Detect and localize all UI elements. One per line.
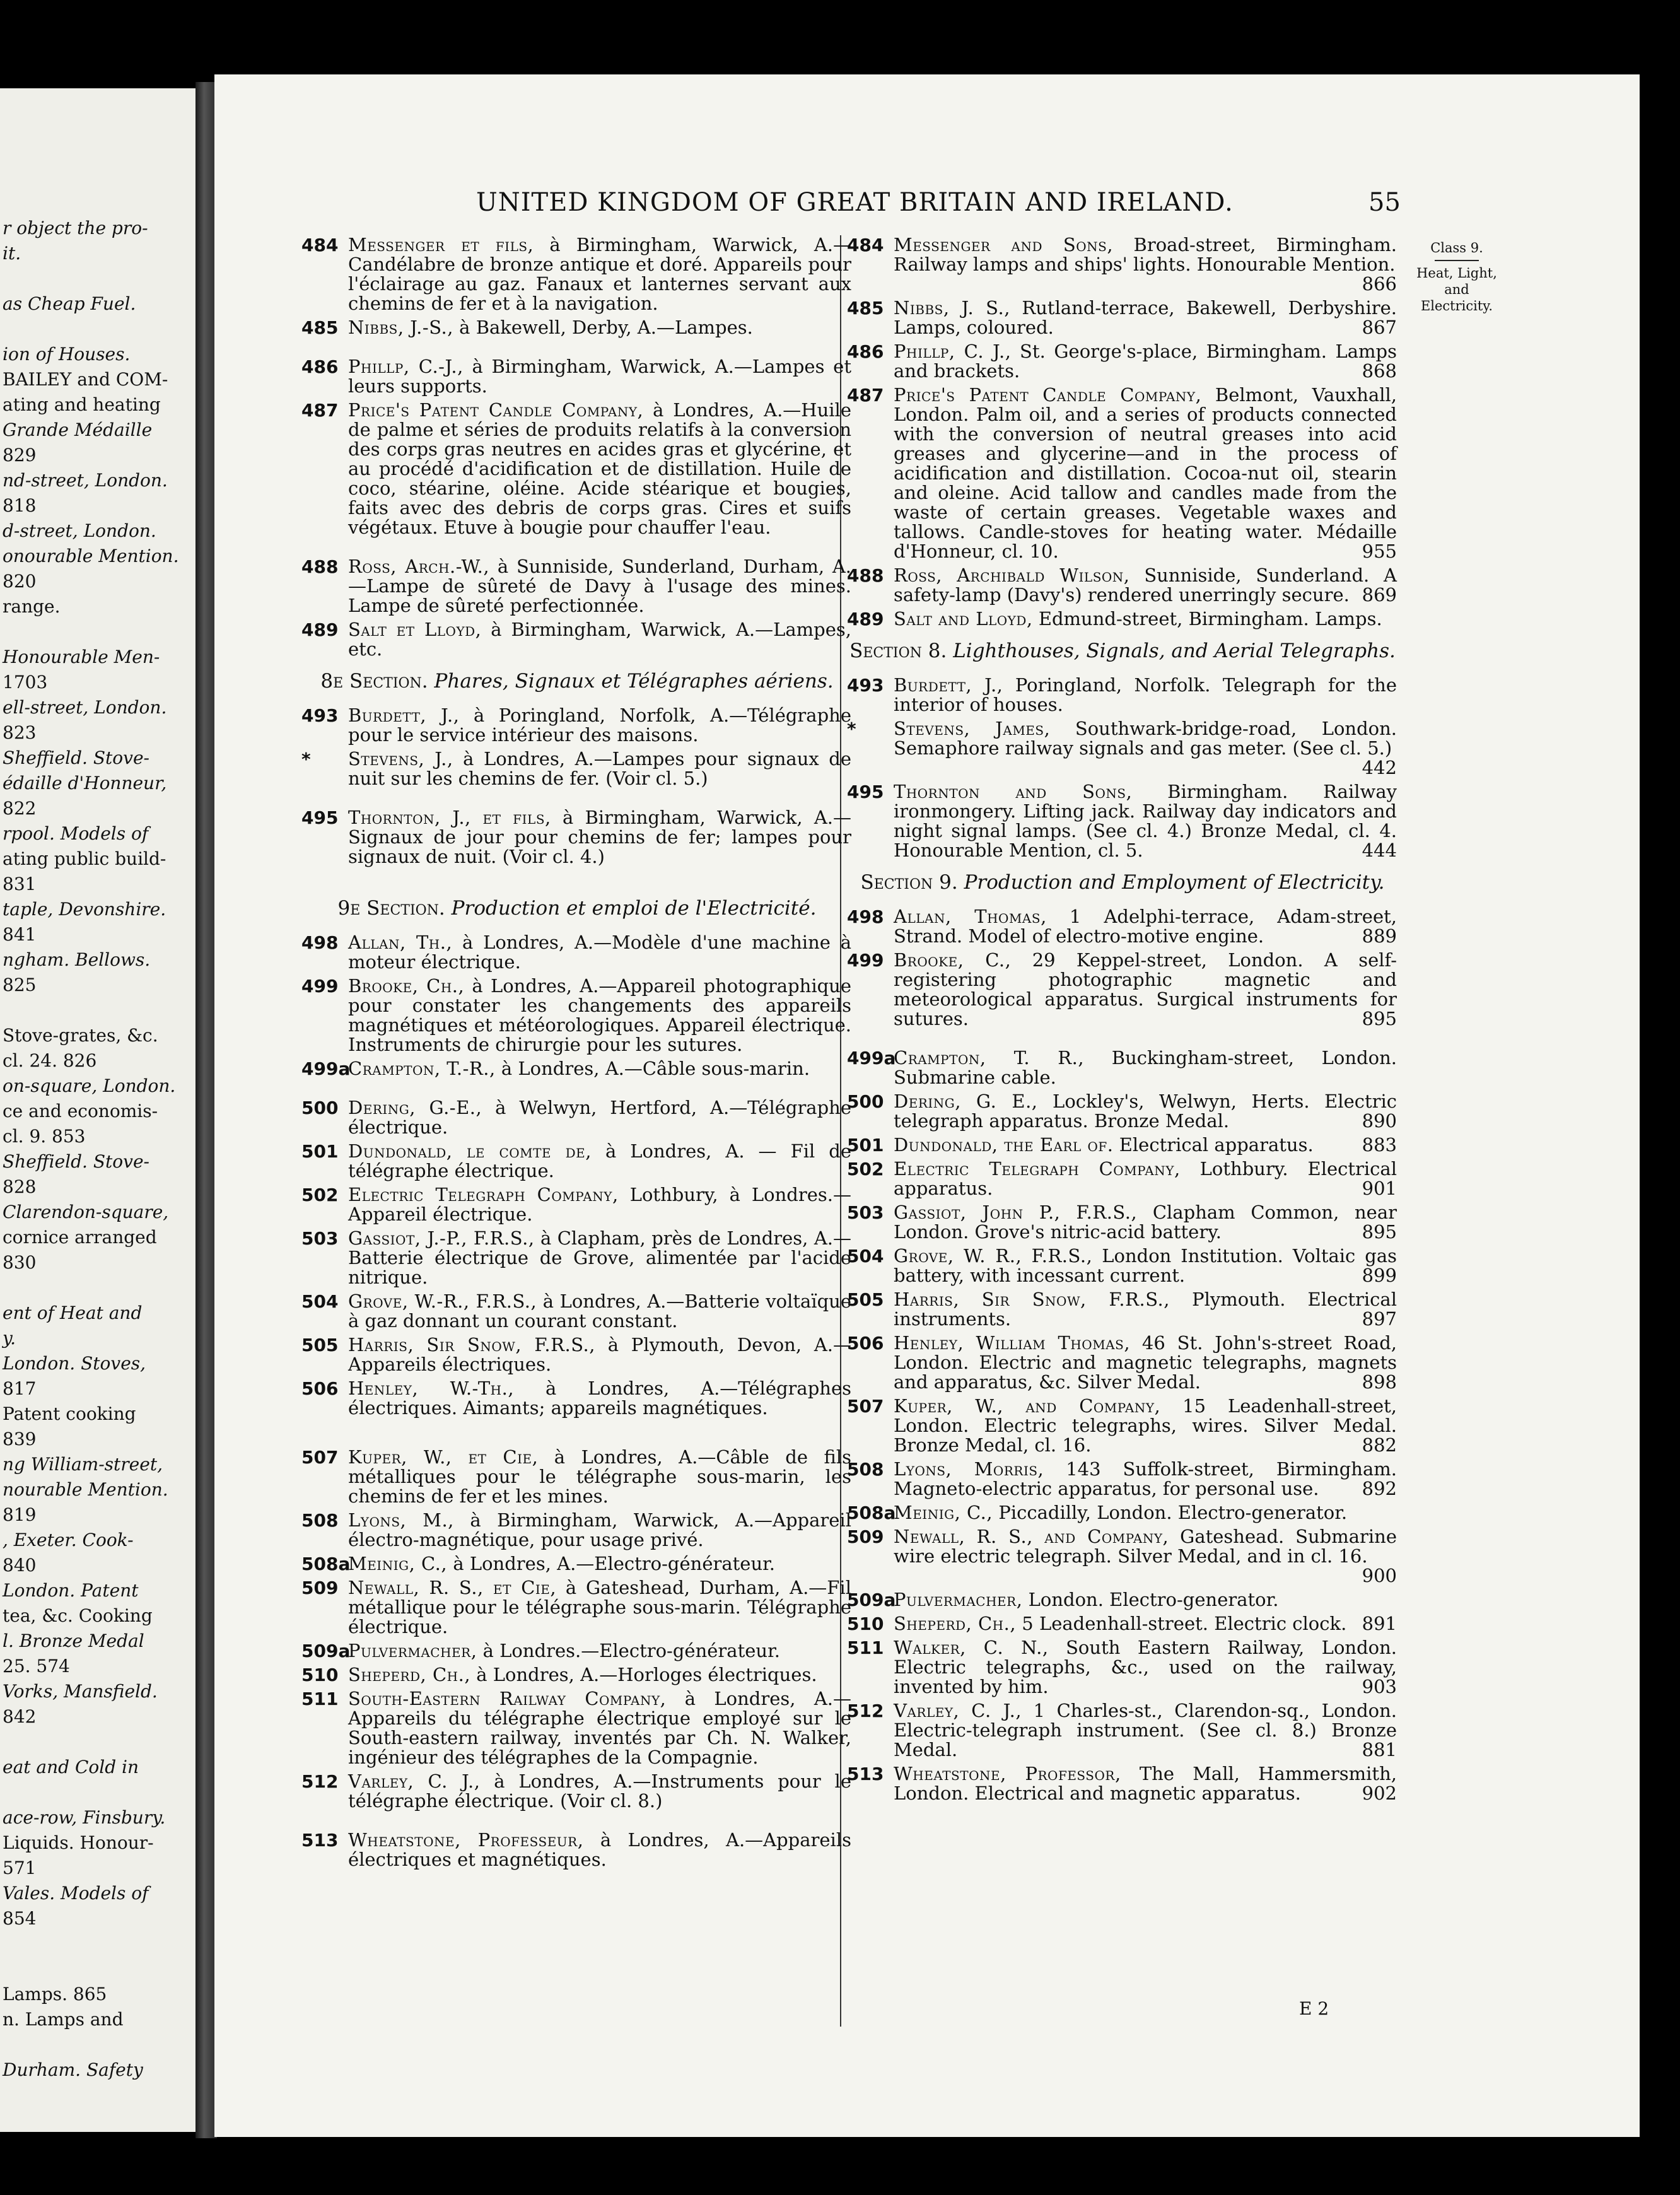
left-fragment-line: eat and Cold in	[3, 1757, 139, 1777]
left-fragment-line: Clarendon-square,	[3, 1202, 169, 1222]
entry-485-en: 485 Nibbs, J. S., Rutland-terrace, Bakewell, Derbyshire. Lamps, coloured. 867	[847, 297, 1397, 338]
left-fragment-line: onourable Mention.	[3, 546, 179, 566]
left-fragment-line: cl. 9. 853	[3, 1126, 86, 1147]
entry-504-en: 504 Grove, W. R., F.R.S., London Institution. Voltaic gas battery, with incessant current. 899	[847, 1245, 1397, 1286]
left-fragment-line: 820	[3, 571, 37, 592]
left-fragment-line: d-street, London.	[3, 520, 156, 541]
entry-499a-fr: 499a Crampton, T.-R., à Londres, A.—Câble sous-marin.	[301, 1058, 810, 1079]
left-fragment-line: 823	[3, 722, 37, 743]
entry-513-fr: 513 Wheatstone, Professeur, à Londres, A.—Appareils électriques et magnétiques.	[301, 1829, 851, 1870]
entry-510-en: 510 Sheperd, Ch., 5 Leadenhall-street. Electric clock. 891	[847, 1613, 1397, 1634]
entry-495-en: 495 Thornton and Sons, Birmingham. Railway ironmongery. Lifting jack. Railway day indicators and night signal lamps. (See cl. 4.) Bronze Medal, cl. 4. Honourable Mention, cl. 5. 444	[847, 781, 1397, 861]
left-fragment-line: it.	[3, 243, 21, 264]
english-column	[848, 235, 1397, 1808]
left-fragment-line: Sheffield. Stove-	[3, 747, 149, 768]
left-fragment-line: 839	[3, 1429, 37, 1449]
left-fragment-line: ace-row, Finsbury.	[3, 1807, 166, 1828]
signature-mark: E 2	[1299, 1998, 1329, 2019]
left-fragment-line: 817	[3, 1378, 37, 1399]
entry-stevens-fr: * Stevens, J., à Londres, A.—Lampes pour signaux de nuit sur les chemins de fer. (Voir cl. 5.)	[301, 748, 851, 789]
left-fragment-line: 842	[3, 1706, 37, 1727]
left-fragment-line: cl. 24. 826	[3, 1050, 97, 1071]
section-9-heading-fr: 9e Section. Production et emploi de l'Electricité.	[337, 897, 817, 920]
entry-484-en: 484 Messenger and Sons, Broad-street, Birmingham. Railway lamps and ships' lights. Honourable Mention. 866	[847, 234, 1397, 295]
left-fragment-line: BAILEY and COM-	[3, 369, 168, 390]
left-fragment-line: 830	[3, 1252, 37, 1273]
right-page	[214, 74, 1640, 2137]
left-fragment-line: n. Lamps and	[3, 2009, 124, 2030]
left-fragment-line: range.	[3, 596, 61, 617]
entry-512-fr: 512 Varley, C. J., à Londres, A.—Instruments pour le télégraphe électrique. (Voir cl. 8.)	[301, 1771, 851, 1812]
entry-499a-en: 499a Crampton, T. R., Buckingham-street, London. Submarine cable.	[847, 1047, 1397, 1088]
entry-486-en: 486 Phillp, C. J., St. George's-place, Birmingham. Lamps and brackets. 868	[847, 341, 1397, 382]
left-fragment-line: 819	[3, 1504, 37, 1525]
left-fragment-line: 854	[3, 1908, 37, 1929]
left-fragment-line: Vorks, Mansfield.	[3, 1681, 158, 1702]
left-fragment-line: London. Patent	[3, 1580, 139, 1601]
entry-506-en: 506 Henley, William Thomas, 46 St. John's-street Road, London. Electric and magnetic telegraphs, magnets and apparatus, &c. Silver Medal. 898	[847, 1332, 1397, 1393]
entry-487-fr: 487 Price's Patent Candle Company, à Londres, A.—Huile de palme et séries de produits relatifs à la conversion des corps gras neutres en acides gras et glycérine, et au procédé d'acidification et de distillation. Huile de coco, stéarine, oléine. Acide stéarique et bougies, faits avec des debris de corps gras. Cires et suifs végétaux. Etuve à bougie pour chauffer l'eau.	[301, 399, 851, 538]
left-fragment-line: ating public build-	[3, 848, 166, 869]
left-fragment-line: Grande Médaille	[3, 419, 153, 440]
entry-511-en: 511 Walker, C. N., South Eastern Railway, London. Electric telegraphs, &c., used on the railway, invented by him. 903	[847, 1637, 1397, 1697]
entry-513-en: 513 Wheatstone, Professor, The Mall, Hammersmith, London. Electrical and magnetic apparatus. 902	[847, 1763, 1397, 1804]
entry-509a-en: 509a Pulvermacher, London. Electro-generator.	[847, 1589, 1279, 1610]
left-fragment-line: ng William-street,	[3, 1454, 163, 1475]
left-fragment-line: Lamps. 865	[3, 1984, 107, 2005]
left-fragment-line: ce and economis-	[3, 1101, 158, 1121]
left-fragment-line: 829	[3, 445, 37, 465]
entry-487-en: 487 Price's Patent Candle Company, Belmont, Vauxhall, London. Palm oil, and a series of products connected with the conversion of neutral greases into acid greases and glycerine—and in the process of acidification and distillation. Cocoa-nut oil, stearin and oleine. Acid tallow and candles made from the waste of certain greases. Vegetable waxes and tallows. Candle-stoves for heating water. Médaille d'Honneur, cl. 10. 955	[847, 384, 1397, 562]
entry-506-fr: 506 Henley, W.-Th., à Londres, A.—Télégraphes électriques. Aimants; appareils magnétiques.	[301, 1378, 851, 1419]
left-fragment-line: ating and heating	[3, 394, 161, 415]
left-fragment-line: r object the pro-	[3, 218, 148, 238]
entry-502-fr: 502 Electric Telegraph Company, Lothbury, à Londres.—Appareil électrique.	[301, 1184, 851, 1225]
left-fragment-line: Sheffield. Stove-	[3, 1151, 149, 1172]
entry-508-en: 508 Lyons, Morris, 143 Suffolk-street, Birmingham. Magneto-electric apparatus, for personal use. 892	[847, 1458, 1397, 1499]
entry-502-en: 502 Electric Telegraph Company, Lothbury. Electrical apparatus. 901	[847, 1158, 1397, 1199]
entry-488-fr: 488 Ross, Arch.-W., à Sunniside, Sunderland, Durham, A.—Lampe de sûreté de Davy à l'usage des mines. Lampe de sûreté perfectionnée.	[301, 556, 851, 616]
entry-505-fr: 505 Harris, Sir Snow, F.R.S., à Plymouth, Devon, A.—Appareils électriques.	[301, 1334, 851, 1375]
left-fragment-line: on-square, London.	[3, 1075, 176, 1096]
left-fragment-line: taple, Devonshire.	[3, 899, 166, 920]
left-fragment-line: Liquids. Honour-	[3, 1832, 154, 1853]
class-label: Class 9.	[1430, 240, 1483, 255]
left-fragment-line: 840	[3, 1555, 37, 1576]
left-fragment-line: tea, &c. Cooking	[3, 1605, 153, 1626]
entry-508-fr: 508 Lyons, M., à Birmingham, Warwick, A.—Appareil électro-magnétique, pour usage privé.	[301, 1509, 851, 1550]
entry-509a-fr: 509a Pulvermacher, à Londres.—Electro-générateur.	[301, 1640, 780, 1661]
left-fragment-line: édaille d'Honneur,	[3, 773, 167, 793]
page-number: 55	[1368, 188, 1401, 217]
left-fragment-line: , Exeter. Cook-	[3, 1530, 134, 1550]
entry-508a-fr: 508a Meinig, C., à Londres, A.—Electro-générateur.	[301, 1553, 776, 1574]
section-8-heading-fr: 8e Section. Phares, Signaux et Télégraphes aériens.	[320, 670, 834, 693]
entry-507-en: 507 Kuper, W., and Company, 15 Leadenhall-street, London. Electric telegraphs, wires. Silver Medal. Bronze Medal, cl. 16. 882	[847, 1395, 1397, 1456]
left-fragment-line: 841	[3, 924, 37, 945]
left-fragment-line: 1703	[3, 672, 48, 693]
left-fragment-line: ell-street, London.	[3, 697, 167, 718]
class-rule	[1435, 260, 1479, 261]
entry-495-fr: 495 Thornton, J., et fils, à Birmingham, Warwick, A.—Signaux de jour pour chemins de fer; lampes pour signaux de nuit. (Voir cl. 4.)	[301, 807, 852, 867]
entry-503-fr: 503 Gassiot, J.-P., F.R.S., à Clapham, près de Londres, A.—Batterie électrique de Grove, alimentée par l'acide nitrique.	[301, 1227, 852, 1288]
entry-505-en: 505 Harris, Sir Snow, F.R.S., Plymouth. Electrical instruments. 897	[847, 1289, 1397, 1330]
left-fragment-line: 831	[3, 874, 37, 894]
entry-504-fr: 504 Grove, W.-R., F.R.S., à Londres, A.—Batterie voltaïque à gaz donnant un courant constant.	[301, 1291, 851, 1332]
left-fragment-line: y.	[3, 1328, 16, 1349]
entry-489-en: 489 Salt and Lloyd, Edmund-street, Birmingham. Lamps.	[847, 608, 1382, 629]
left-fragment-line: nourable Mention.	[3, 1479, 168, 1500]
left-fragment-line: London. Stoves,	[3, 1353, 146, 1374]
entry-499-fr: 499 Brooke, Ch., à Londres, A.—Appareil photographique pour constater les changements des appareils magnétiques et météorologiques. Appareil électrique. Instruments de chirurgie pour les sutures.	[301, 975, 851, 1055]
left-fragment-line: cornice arranged	[3, 1227, 157, 1248]
left-fragment-line: nd-street, London.	[3, 470, 168, 491]
entry-507-fr: 507 Kuper, W., et Cie, à Londres, A.—Câble de fils métalliques pour le télégraphe sous-marin, les chemins de fer et les mines.	[301, 1446, 851, 1507]
left-fragment-line: 828	[3, 1176, 37, 1197]
entry-512-en: 512 Varley, C. J., 1 Charles-st., Clarendon-sq., London. Electric-telegraph instrument. (See cl. 8.) Bronze Medal. 881	[847, 1700, 1397, 1760]
entry-510-fr: 510 Sheperd, Ch., à Londres, A.—Horloges électriques.	[301, 1664, 817, 1685]
left-fragment-line: 571	[3, 1858, 37, 1878]
left-fragment-line: ngham. Bellows.	[3, 949, 151, 970]
class-title: Heat, Light, and Electricity.	[1416, 266, 1497, 313]
entry-500-fr: 500 Dering, G.-E., à Welwyn, Hertford, A.—Télégraphe électrique.	[301, 1097, 851, 1138]
entry-503-en: 503 Gassiot, John P., F.R.S., Clapham Common, near London. Grove's nitric-acid battery. 895	[847, 1202, 1397, 1243]
left-fragment-line: as Cheap Fuel.	[3, 293, 136, 314]
left-fragment-line: l. Bronze Medal	[3, 1630, 144, 1651]
entry-500-en: 500 Dering, G. E., Lockley's, Welwyn, Herts. Electric telegraph apparatus. Bronze Medal. 890	[847, 1091, 1397, 1132]
entry-498-fr: 498 Allan, Th., à Londres, A.—Modèle d'une machine à moteur électrique.	[301, 932, 851, 973]
entry-489-fr: 489 Salt et Lloyd, à Birmingham, Warwick, A.—Lampes, etc.	[301, 619, 851, 660]
page-title: UNITED KINGDOM OF GREAT BRITAIN AND IRELAND.	[476, 188, 1234, 217]
left-fragment-line: ent of Heat and	[3, 1302, 143, 1323]
left-fragment-line: Durham. Safety	[3, 2059, 143, 2080]
left-fragment-line: rpool. Models of	[3, 823, 149, 844]
entry-501-fr: 501 Dundonald, le comte de, à Londres, A. — Fil de télégraphe électrique.	[301, 1140, 851, 1181]
section-9-heading-en: Section 9. Production and Employment of Electricity.	[860, 871, 1385, 894]
entry-499-en: 499 Brooke, C., 29 Keppel-street, London. A self-registering photographic magnetic and meteorological apparatus. Surgical instruments for sutures. 895	[847, 949, 1397, 1029]
left-fragment-line: Vales. Models of	[3, 1883, 149, 1904]
left-fragment-line: Patent cooking	[3, 1403, 136, 1424]
entry-488-en: 488 Ross, Archibald Wilson, Sunniside, Sunderland. A safety-lamp (Davy's) rendered unerringly secure. 869	[847, 565, 1397, 606]
entry-stevens-en: * Stevens, James, Southwark-bridge-road, London. Semaphore railway signals and gas meter. (See cl. 5.) 442	[847, 718, 1397, 778]
entry-493-fr: 493 Burdett, J., à Poringland, Norfolk, A.—Télégraphe pour le service intérieur des maisons.	[301, 705, 851, 746]
entry-509-fr: 509 Newall, R. S., et Cie, à Gateshead, Durham, A.—Fil métallique pour le télégraphe sous-marin. Télégraphe électrique.	[301, 1577, 851, 1637]
entry-493-en: 493 Burdett, J., Poringland, Norfolk. Telegraph for the interior of houses.	[847, 674, 1397, 715]
class-margin-note	[1409, 240, 1504, 314]
section-8-heading-en: Section 8. Lighthouses, Signals, and Aerial Telegraphs.	[849, 640, 1396, 662]
entry-498-en: 498 Allan, Thomas, 1 Adelphi-terrace, Adam-street, Strand. Model of electro-motive engine. 889	[847, 906, 1397, 947]
left-fragment-line: Stove-grates, &c.	[3, 1025, 158, 1046]
left-fragment-line: 818	[3, 495, 37, 516]
entry-501-en: 501 Dundonald, the Earl of. Electrical apparatus. 883	[847, 1134, 1397, 1156]
entry-509-en: 509 Newall, R. S., and Company, Gateshead. Submarine wire electric telegraph. Silver Medal, and in cl. 16. 900	[847, 1526, 1397, 1586]
left-fragment-line: 25. 574	[3, 1656, 70, 1677]
entry-486-fr: 486 Phillp, C.-J., à Birmingham, Warwick, A.—Lampes et leurs supports.	[301, 356, 852, 397]
entry-485-fr: 485 Nibbs, J.-S., à Bakewell, Derby, A.—Lampes.	[301, 317, 753, 338]
left-fragment-line: 822	[3, 798, 37, 819]
left-fragment-line: ion of Houses.	[3, 344, 131, 365]
french-column	[303, 235, 851, 1874]
entry-484-fr: 484 Messenger et fils, à Birmingham, Warwick, A.—Candélabre de bronze antique et doré. Appareils pour l'éclairage au gaz. Fanaux et lanternes servant aux chemins de fer et à la navigation.	[301, 234, 851, 314]
left-facing-page	[0, 88, 195, 2132]
left-fragment-line: Honourable Men-	[3, 647, 160, 667]
entry-508a-en: 508a Meinig, C., Piccadilly, London. Electro-generator.	[847, 1502, 1348, 1523]
left-fragment-line: 825	[3, 975, 37, 995]
entry-511-fr: 511 South-Eastern Railway Company, à Londres, A.—Appareils du télégraphe électrique employé sur le South-eastern railway, inventés par Ch. N. Walker, ingénieur des télégraphes de la Compagnie.	[301, 1688, 851, 1768]
book-gutter	[195, 82, 217, 2138]
